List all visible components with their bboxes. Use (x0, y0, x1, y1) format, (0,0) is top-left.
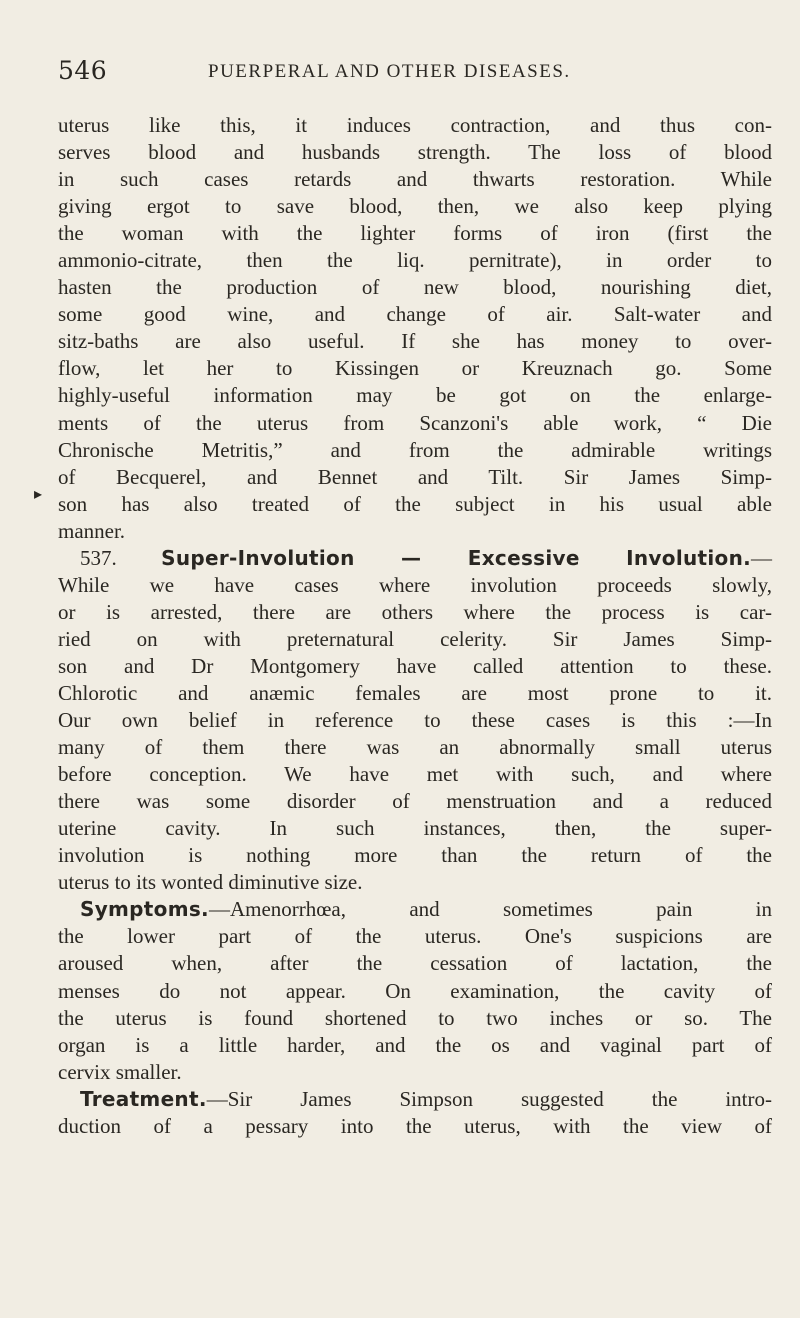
line-text: uterine cavity. In such instances, then, the super- (58, 816, 772, 841)
line-text: the woman with the lighter forms of iron (first the (58, 221, 772, 246)
text-line (58, 1059, 772, 1086)
text-line (58, 382, 772, 409)
line-text: some good wine, and change of air. Salt-water and (58, 302, 772, 327)
line-text: Chronische Metritis,” and from the admirable writings (58, 437, 772, 462)
text-line (58, 220, 772, 247)
section-heading: Symptoms. (80, 897, 209, 922)
line-text: giving ergot to save blood, then, we also keep plying (58, 194, 772, 219)
line-text: son and Dr Montgomery have called attention to these. (58, 653, 772, 678)
line-text: duction of a pessary into the uterus, with the view of (58, 1113, 772, 1138)
margin-mark-icon: ▸ (34, 484, 43, 503)
text-line (58, 355, 772, 382)
line-text: ried on with preternatural celerity. Sir James Simp- (58, 626, 772, 651)
line-text: While we have cases where involution proceeds slowly, (58, 572, 772, 597)
text-line (58, 1086, 772, 1113)
text-line (58, 815, 772, 842)
line-text: serves blood and husbands strength. The loss of blood (58, 140, 772, 165)
line-text: the uterus is found shortened to two inches or so. The (58, 1005, 772, 1030)
line-text: sitz-baths are also useful. If she has money to over- (58, 329, 772, 354)
text-line (58, 139, 772, 166)
line-text: many of them there was an abnormally small uterus (58, 735, 772, 760)
text-line (58, 1005, 772, 1032)
text-line (58, 1113, 772, 1140)
line-text: uterus like this, it induces contraction, and thus con- (58, 113, 772, 137)
text-line (58, 274, 772, 301)
text-line (58, 247, 772, 274)
text-line (58, 626, 772, 653)
section-heading: Treatment. (80, 1086, 207, 1111)
text-line (58, 707, 772, 734)
line-text: there was some disorder of menstruation and a reduced (58, 789, 772, 814)
line-text: cervix smaller. (58, 1059, 182, 1084)
text-line (58, 923, 772, 950)
text-line (58, 166, 772, 193)
text-line (58, 978, 772, 1005)
line-text: in such cases retards and thwarts restoration. While (58, 167, 772, 192)
line-text: or is arrested, there are others where the process is car- (58, 599, 772, 624)
line-text: Our own belief in reference to these cases is this :—In (58, 708, 772, 733)
line-text: aroused when, after the cessation of lactation, the (58, 951, 772, 976)
text-line (58, 734, 772, 761)
text-line (58, 518, 772, 545)
section-heading: Super-Involution — Excessive Involution. (161, 545, 751, 570)
body-text (58, 112, 772, 1140)
line-text: ammonio-citrate, then the liq. pernitrate), in order to (58, 248, 772, 273)
text-line (58, 572, 772, 599)
line-text: menses do not appear. On examination, the cavity of (58, 978, 772, 1003)
text-line (58, 464, 772, 491)
text-line (58, 896, 772, 923)
page-number: 546 (58, 56, 108, 85)
section-number: 537. (80, 545, 162, 570)
line-text: —Sir James Simpson suggested the intro- (206, 1086, 772, 1111)
text-line (58, 301, 772, 328)
page-header (58, 56, 758, 96)
line-text: manner. (58, 518, 126, 543)
line-text: uterus to its wonted diminutive size. (58, 870, 363, 895)
text-line (58, 112, 772, 139)
line-text: flow, let her to Kissingen or Kreuznach go. Some (58, 356, 772, 381)
line-text: ments of the uterus from Scanzoni's able work, “ Die (58, 410, 772, 435)
text-line (58, 410, 772, 437)
text-line (58, 491, 772, 518)
text-line (58, 788, 772, 815)
text-line (58, 437, 772, 464)
text-line (58, 653, 772, 680)
text-line (58, 328, 772, 355)
text-line (58, 950, 772, 977)
line-text: Chlorotic and anæmic females are most prone to it. (58, 680, 772, 705)
line-text: involution is nothing more than the return of the (58, 843, 772, 868)
line-text: highly-useful information may be got on the enlarge- (58, 383, 772, 408)
text-line (58, 869, 772, 896)
text-line (58, 842, 772, 869)
line-text: son has also treated of the subject in his usual able (58, 491, 772, 516)
text-line (58, 761, 772, 788)
text-line (58, 680, 772, 707)
line-text: —Amenorrhœa, and sometimes pain in (208, 897, 772, 922)
running-head: PUERPERAL AND OTHER DISEASES. (208, 61, 571, 82)
line-text: hasten the production of new blood, nourishing diet, (58, 275, 772, 300)
line-text: — (751, 545, 772, 570)
line-text: organ is a little harder, and the os and vaginal part of (58, 1032, 772, 1057)
text-line (58, 599, 772, 626)
text-line (58, 193, 772, 220)
line-text: of Becquerel, and Bennet and Tilt. Sir James Simp- (58, 464, 772, 489)
text-line (58, 1032, 772, 1059)
line-text: before conception. We have met with such, and where (58, 762, 772, 787)
text-line (58, 545, 772, 572)
line-text: the lower part of the uterus. One's suspicions are (58, 924, 772, 949)
